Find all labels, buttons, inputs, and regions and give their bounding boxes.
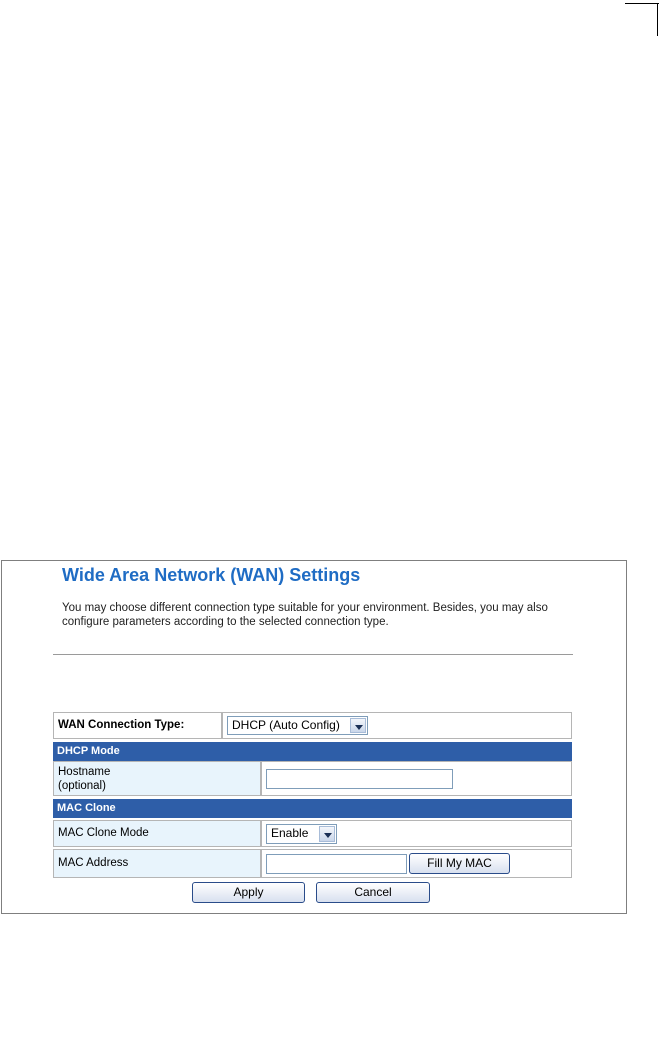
- chevron-down-icon[interactable]: [319, 826, 335, 842]
- wan-connection-type-value-cell: [222, 712, 572, 739]
- hostname-input[interactable]: [266, 769, 453, 789]
- hostname-label: Hostname: [58, 766, 111, 778]
- mac-clone-section-header: MAC Clone: [53, 799, 572, 818]
- cancel-button[interactable]: Cancel: [316, 882, 430, 903]
- mac-clone-mode-label: MAC Clone Mode: [58, 827, 149, 839]
- hostname-optional-label: (optional): [58, 780, 106, 792]
- mac-clone-mode-selected: Enable: [271, 826, 309, 840]
- divider: [53, 654, 573, 655]
- mac-address-input[interactable]: [266, 854, 407, 874]
- page-description: You may choose different connection type suitable for your environment. Besides, you may also configure parameters according to the selected connection type.: [62, 602, 548, 628]
- wan-connection-type-select[interactable]: [227, 716, 368, 735]
- hostname-row: [53, 761, 572, 796]
- crop-mark-horizontal: [625, 3, 659, 4]
- mac-address-row: [53, 849, 572, 878]
- hostname-value-cell: [261, 761, 572, 796]
- mac-address-label-cell: [53, 849, 261, 878]
- hostname-label-cell: [53, 761, 261, 796]
- wan-connection-type-row: [53, 712, 572, 739]
- mac-clone-mode-value-cell: [261, 820, 572, 847]
- wan-connection-type-selected: DHCP (Auto Config): [232, 718, 340, 732]
- apply-button[interactable]: Apply: [192, 882, 305, 903]
- mac-address-value-cell: [261, 849, 572, 878]
- mac-address-label: MAC Address: [58, 857, 129, 869]
- wan-connection-type-label-cell: [53, 712, 222, 739]
- fill-my-mac-button[interactable]: Fill My MAC: [409, 853, 510, 874]
- mac-clone-mode-label-cell: [53, 820, 261, 847]
- mac-clone-mode-row: [53, 820, 572, 847]
- wan-settings-panel: [1, 560, 627, 914]
- crop-mark-vertical: [657, 3, 658, 36]
- page-title: Wide Area Network (WAN) Settings: [62, 565, 361, 585]
- wan-connection-type-label: WAN Connection Type:: [58, 719, 185, 731]
- chevron-down-icon[interactable]: [350, 718, 366, 733]
- mac-clone-mode-select[interactable]: [266, 824, 337, 844]
- dhcp-mode-section-header: DHCP Mode: [53, 742, 572, 761]
